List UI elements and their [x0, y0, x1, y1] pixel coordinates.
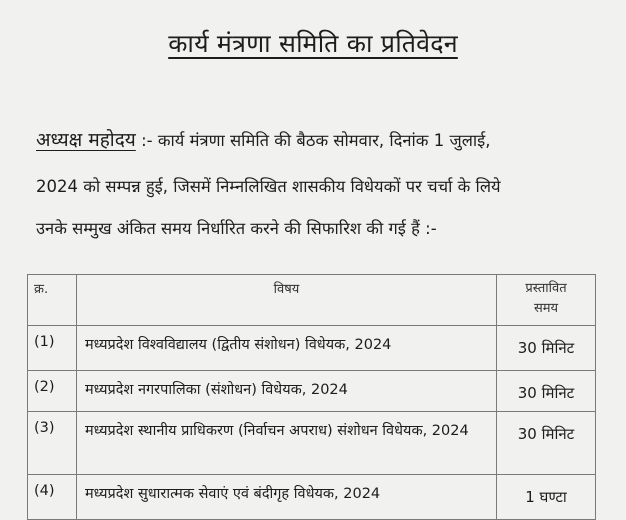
row-time: 30 मिनिट [497, 412, 596, 475]
table-row [28, 475, 596, 520]
header-time-line-2: समय [533, 301, 559, 316]
intro-line-1 [36, 126, 596, 152]
header-subject: विषय [77, 275, 497, 326]
intro-line-3: उनके सम्मुख अंकित समय निर्धारित करने की सिफारिश की गई हैं :- [36, 219, 437, 238]
row-subject: मध्यप्रदेश सुधारात्मक सेवाएं एवं बंदीगृह विधेयक, 2024 [77, 475, 497, 520]
row-time: 30 मिनिट [497, 371, 596, 412]
header-time [497, 275, 596, 326]
header-time-line-1: प्रस्तावित [525, 281, 567, 296]
row-serial: (1) [28, 326, 77, 371]
row-time: 30 मिनिट [497, 326, 596, 371]
row-time: 1 घण्टा [497, 475, 596, 520]
salutation-separator: :- [141, 131, 153, 150]
row-serial: (4) [28, 475, 77, 520]
report-title [0, 26, 626, 62]
row-serial: (3) [28, 412, 77, 475]
table-row [28, 412, 596, 475]
header-serial: क्र. [28, 275, 77, 326]
row-serial: (2) [28, 371, 77, 412]
row-subject: मध्यप्रदेश स्थानीय प्राधिकरण (निर्वाचन अपराध) संशोधन विधेयक, 2024 [77, 412, 497, 475]
row-subject: मध्यप्रदेश नगरपालिका (संशोधन) विधेयक, 2024 [77, 371, 497, 412]
table-header-row [28, 275, 596, 326]
intro-text-1: कार्य मंत्रणा समिति की बैठक सोमवार, दिनांक 1 जुलाई, [157, 131, 491, 150]
table-row [28, 371, 596, 412]
table-row [28, 326, 596, 371]
report-title-text: कार्य मंत्रणा समिति का प्रतिवेदन [168, 29, 458, 58]
row-subject: मध्यप्रदेश विश्वविद्यालय (द्वितीय संशोधन) विधेयक, 2024 [77, 326, 497, 371]
salutation: अध्यक्ष महोदय [36, 129, 136, 151]
bills-table [27, 274, 596, 520]
intro-line-2: 2024 को सम्पन्न हुई, जिसमें निम्नलिखित शासकीय विधेयकों पर चर्चा के लिये [36, 177, 501, 196]
